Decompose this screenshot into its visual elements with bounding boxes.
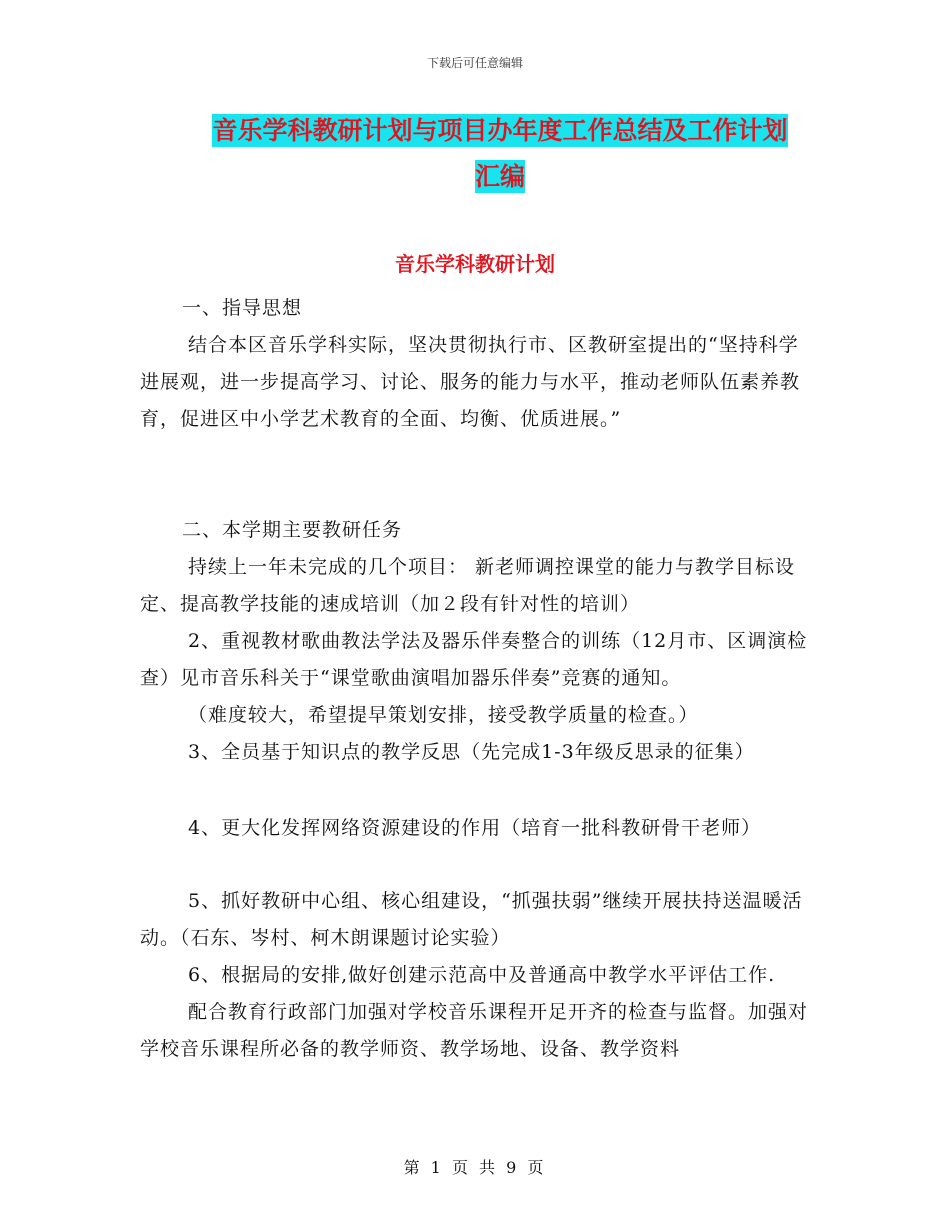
section-title: 音乐学科教研计划: [395, 252, 555, 276]
paragraph-guiding-ideology: 结合本区音乐学科实际，坚决贯彻执行市、区教研室提出的“坚持科学进展观，进一步提高学习、讨论、服务的能力与水平，推动老师队伍素养教育，促进区中小学艺术教育的全面、均衡、优质进展。”: [140, 334, 801, 430]
paragraph-task-6: 6、根据局的安排,做好创建示范高中及普通高中教学水平评估工作.: [188, 964, 776, 986]
paragraph-task-4: 4、更大化发挥网络资源建设的作用（培育一批科教研骨干老师）: [188, 817, 762, 839]
paragraph-task-1: 持续上一年未完成的几个项目： 新老师调控课堂的能力与教学目标设定、提高教学技能的速成培训（加２段有针对性的培训）: [140, 556, 796, 615]
section-main-tasks: [140, 512, 812, 771]
paragraph-task-5: 5、抓好教研中心组、核心组建设，“抓强扶弱”继续开展扶持送温暖活动。（石东、岑村、柯木朗课题讨论实验）: [140, 890, 803, 949]
heading-guiding-ideology: 一、指导思想: [182, 297, 303, 319]
document-title-line-1: 音乐学科教研计划与项目办年度工作总结及工作计划: [212, 116, 788, 145]
paragraph-task-2-note: （难度较大，希望提早策划安排，接受教学质量的检查。）: [188, 704, 699, 726]
paragraph-task-3: 3、全员基于知识点的教学反思（先完成1-3年级反思录的征集）: [188, 741, 755, 763]
paragraph-task-2: 2、重视教材歌曲教法学法及器乐伴奏整合的训练（12月市、区调演检查）见市音乐科关于“课堂歌曲演唱加器乐伴奏”竞赛的通知。: [140, 630, 808, 689]
paragraph-cooperation: 配合教育行政部门加强对学校音乐课程开足开齐的检查与监督。加强对学校音乐课程所必备的教学师资、教学场地、设备、教学资料: [140, 1001, 809, 1060]
section-guiding-ideology: [140, 290, 812, 438]
heading-main-tasks: 二、本学期主要教研任务: [182, 519, 403, 541]
document-title-line-2: 汇编: [474, 162, 525, 191]
page-number: 第 1 页 共 9 页: [403, 1158, 547, 1177]
document-title: [190, 108, 810, 200]
section-task-5-onward: [140, 883, 812, 1068]
section-task-4: [140, 810, 812, 847]
header-note: 下载后可任意编辑: [426, 56, 523, 70]
